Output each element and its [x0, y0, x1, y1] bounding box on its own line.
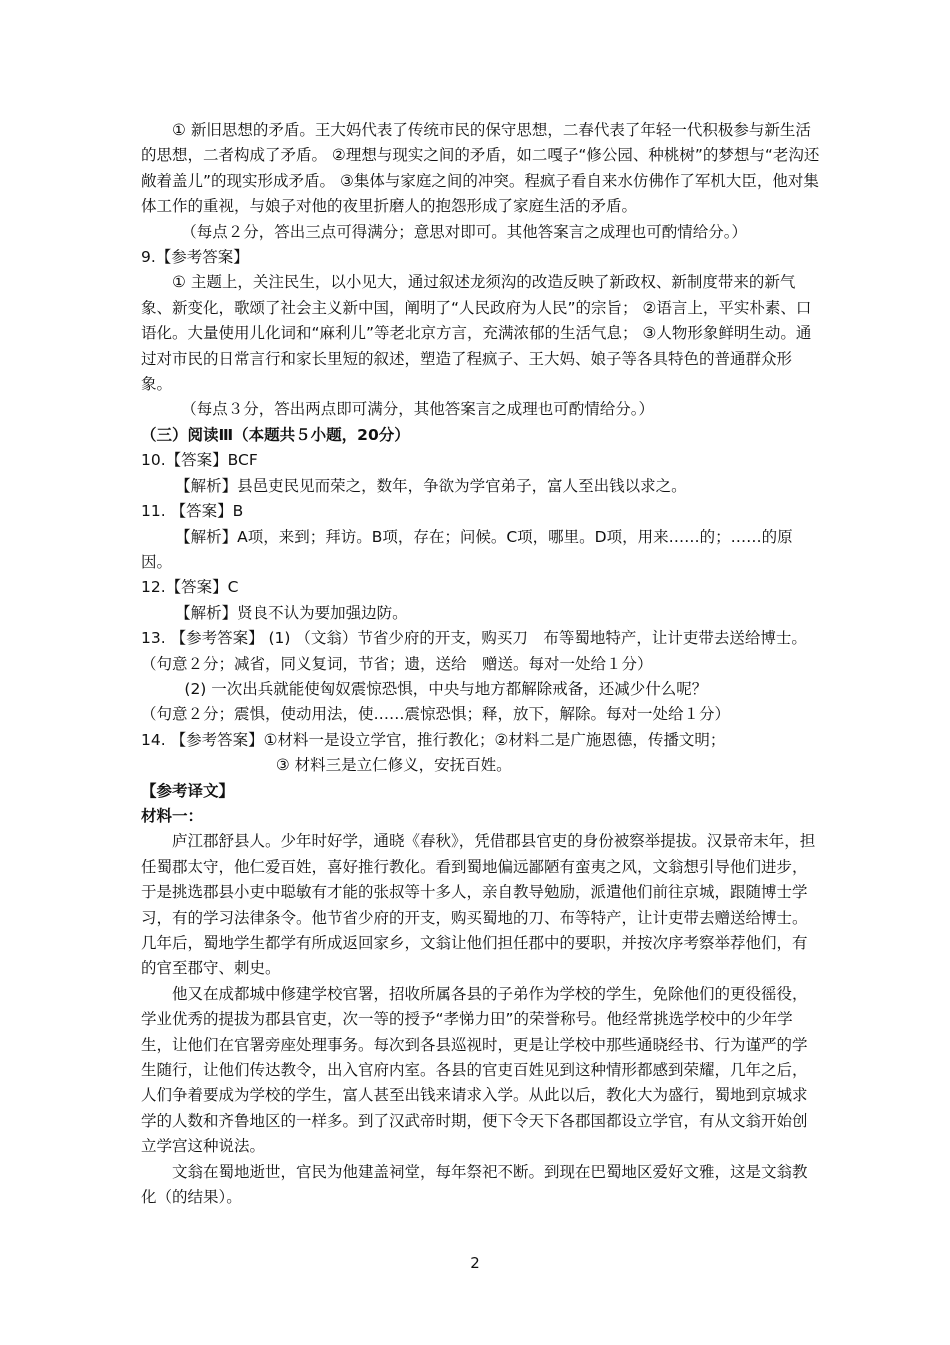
q11-explanation: 【解析】A项，来到；拜访。B项，存在；问候。C项，哪里。D项，用来……的；……的原因。 [141, 527, 793, 571]
q12-answer: 12.【答案】C [141, 578, 239, 597]
translation-heading: 【参考译文】 [141, 781, 235, 800]
translation-paragraph-3: 文翁在蜀地逝世，官民为他建盖祠堂，每年祭祀不断。到现在巴蜀地区爱好文雅，这是文翁教化（的结果）。 [141, 1162, 808, 1207]
translation-paragraph-2: 他又在成都城中修建学校官署，招收所属各县的子弟作为学校的学生，免除他们的更役徭役，学业优秀的提拔为郡县官吏，次一等的授予“孝悌力田”的荣誉称号。他经常挑选学校中的少年学生，让他们在官署旁座处理事务。每次到各县巡视时，更是让学校中那些通晓经书、行为谨严的学生随行，让他们传达教令，出入官府内室。各县的官吏百姓见到这种情形都感到荣耀，几年之后，人们争着要成为学校的学生，富人甚至出钱来请求入学。从此以后，教化大为盛行，蜀地到京城求学的人数和齐鲁地区的一样多。到了汉武帝时期，便下令天下各郡国都设立学官，有从文翁开始创立学宫这种说法。 [141, 984, 808, 1156]
q14-line2: ③ 材料三是立仁修义，安抚百姓。 [275, 756, 512, 775]
q9-answer-paragraph: ① 主题上，关注民生，以小见大，通过叙述龙须沟的改造反映了新政权、新制度带来的新气象、新变化，歌颂了社会主义新中国，阐明了“人民政府为人民”的宗旨； ②语言上，平实朴素、口语化。大量使用儿化词和“麻利儿”等老北京方言，充满浓郁的生活气息； ③人物形象鲜明生动。通过对市民的日常言行和家长里短的叙述，塑造了程疯子、王大妈、娘子等各具特色的普通群众形象。 [141, 273, 812, 394]
q8-scoring-note: （每点２分，答出三点可得满分；意思对即可。其他答案言之成理也可酌情给分。） [181, 222, 748, 241]
q13-part2-note: （句意２分；震惧，使动用法，使……震惊恐惧；释，放下，解除。每对一处给１分） [141, 705, 731, 724]
translation-subheading: 材料一： [141, 806, 204, 825]
translation-paragraph-1: 庐江郡舒县人。少年时好学，通晓《春秋》，凭借郡县官吏的身份被察举提拔。汉景帝末年，担任蜀郡太守，他仁爱百姓，喜好推行教化。看到蜀地偏远鄙陋有蛮夷之风，文翁想引导他们进步，于是挑选郡县小吏中聪敏有才能的张叔等十多人，亲自教导勉励，派遣他们前往京城，跟随博士学习，有的学习法律条令。他节省少府的开支，购买蜀地的刀、布等特产，让计吏带去赠送给博士。几年后，蜀地学生都学有所成返回家乡，文翁让他们担任郡中的要职，并按次序考察举荐他们，有的官至郡守、刺史。 [141, 832, 816, 978]
q10-explanation: 【解析】县邑吏民见而荣之，数年，争欲为学官弟子，富人至出钱以求之。 [175, 476, 687, 495]
q14-line1: 14. 【参考答案】①材料一是设立学官，推行教化；②材料二是广施恩德，传播文明； [141, 730, 726, 749]
q13-part2: (2) 一次出兵就能使匈奴震惊恐惧，中央与地方都解除戒备，还减少什么呢？ [184, 679, 708, 698]
q12-explanation: 【解析】贤良不认为要加强边防。 [175, 603, 408, 622]
q11-answer: 11. 【答案】B [141, 502, 244, 521]
q9-scoring-note: （每点３分，答出两点即可满分，其他答案言之成理也可酌情给分。） [181, 400, 655, 419]
section3-heading: （三）阅读Ⅲ（本题共５小题，20分） [141, 425, 410, 444]
q10-answer: 10.【答案】BCF [141, 451, 258, 470]
document-body [141, 118, 821, 1210]
q13-part1: 13. 【参考答案】 (1) （文翁）节省少府的开支，购买刀 布等蜀地特产，让计吏带去送给博士。（句意２分；减省，同义复词，节省；遗，送给 赠送。每对一处给１分） [141, 629, 807, 673]
page-number: 2 [470, 1254, 480, 1272]
q9-heading: 9.【参考答案】 [141, 248, 249, 267]
q8-answer-paragraph: ① 新旧思想的矛盾。王大妈代表了传统市民的保守思想，二春代表了年轻一代积极参与新生活的思想，二者构成了矛盾。 ②理想与现实之间的矛盾，如二嘎子“修公园、种桃树”的梦想与“老沟还敞着盖儿”的现实形成矛盾。 ③集体与家庭之间的冲突。程疯子看自来水仿佛作了军机大臣，他对集体工作的重视，与娘子对他的夜里折磨人的抱怨形成了家庭生活的矛盾。 [141, 121, 820, 216]
